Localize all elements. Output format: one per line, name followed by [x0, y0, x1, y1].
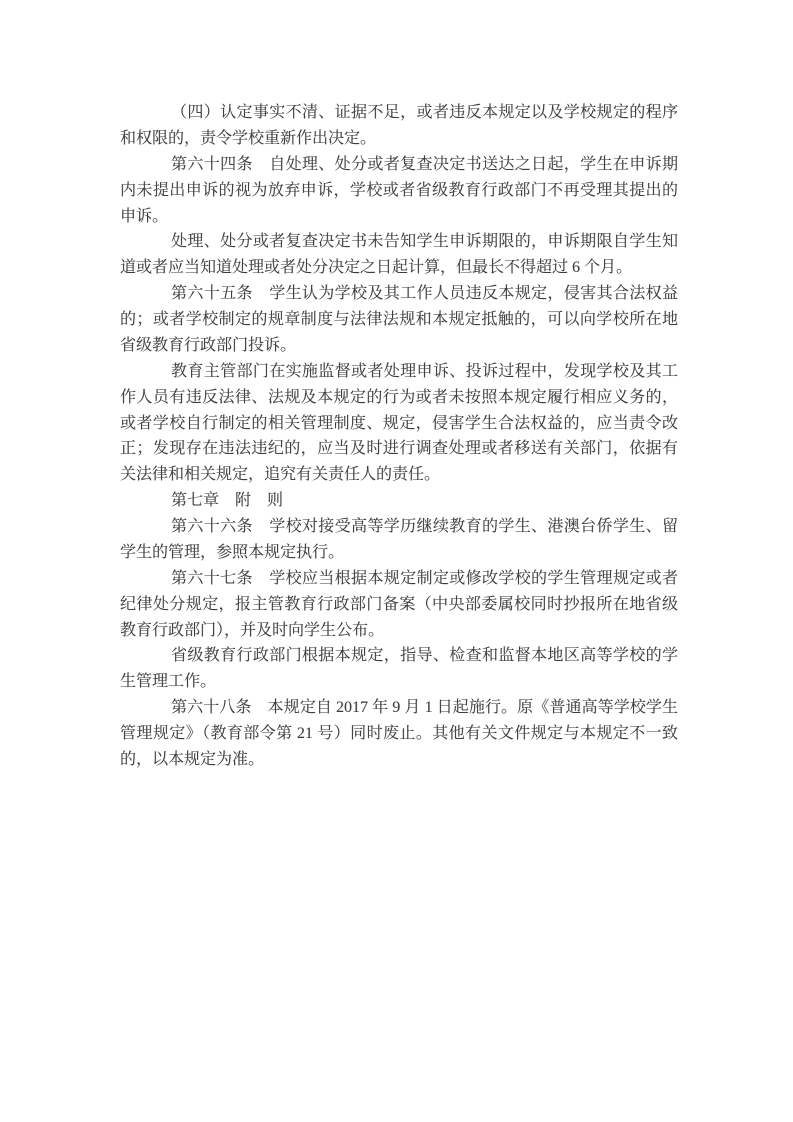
- article-64: 第六十四条 自处理、处分或者复查决定书送达之日起，学生在申诉期内未提出申诉的视为放弃申诉，学校或者省级教育行政部门不再受理其提出的申诉。: [120, 155, 678, 225]
- article-66: 第六十六条 学校对接受高等学历继续教育的学生、港澳台侨学生、留学生的管理，参照本规定执行。: [120, 518, 678, 561]
- article-67: 第六十七条 学校应当根据本规定制定或修改学校的学生管理规定或者纪律处分规定，报主管教育行政部门备案（中央部委属校同时抄报所在地省级教育行政部门），并及时向学生公布。: [120, 569, 678, 639]
- article-67-supplement: 省级教育行政部门根据本规定，指导、检查和监督本地区高等学校的学生管理工作。: [120, 647, 678, 691]
- article-64-supplement: 处理、处分或者复查决定书未告知学生申诉期限的，申诉期限自学生知道或者应当知道处理或者处分决定之日起计算，但最长不得超过 6 个月。: [120, 233, 678, 277]
- article-68: 第六十八条 本规定自 2017 年 9 月 1 日起施行。原《普通高等学校学生管理规定》（教育部令第 21 号）同时废止。其他有关文件规定与本规定不一致的，以本规定为准。: [120, 699, 678, 768]
- chapter-7-heading: 第七章 附 则: [171, 492, 284, 510]
- document-body: [120, 100, 678, 773]
- article-65: 第六十五条 学生认为学校及其工作人员违反本规定，侵害其合法权益的；或者学校制定的规章制度与法律法规和本规定抵触的，可以向学校所在地省级教育行政部门投诉。: [120, 285, 678, 354]
- article-65-supplement: 教育主管部门在实施监督或者处理申诉、投诉过程中，发现学校及其工作人员有违反法律、法规及本规定的行为或者未按照本规定履行相应义务的，或者学校自行制定的相关管理制度、规定，侵害学生合法权益的，应当责令改正；发现存在违法违纪的，应当及时进行调查处理或者移送有关部门，依据有关法律和相关规定，追究有关责任人的责任。: [120, 362, 678, 484]
- clause-4: （四）认定事实不清、证据不足，或者违反本规定以及学校规定的程序和权限的，责令学校重新作出决定。: [120, 104, 678, 147]
